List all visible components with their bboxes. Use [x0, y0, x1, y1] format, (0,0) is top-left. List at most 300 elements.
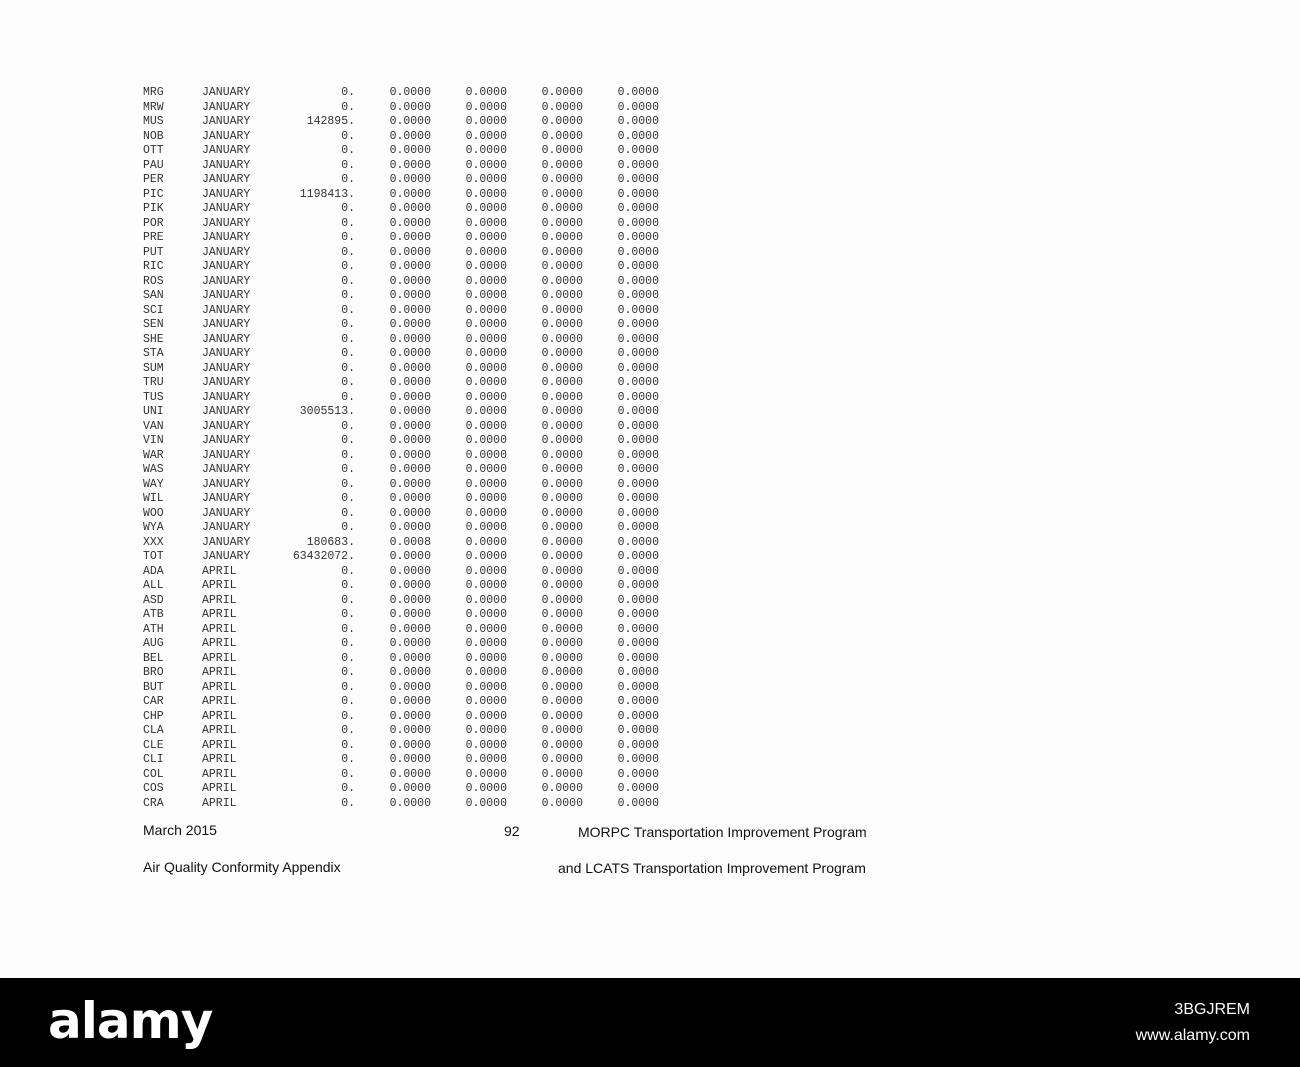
row-value-2: 0.0000: [465, 390, 507, 404]
row-value-1: 0.0000: [389, 463, 431, 476]
row-value-2: 0.0000: [465, 550, 507, 563]
brand-logo: alamy: [48, 992, 213, 1050]
row-value-1: 0.0000: [389, 434, 431, 447]
row-value-2: 0.0000: [465, 274, 507, 288]
row-count: 0.: [341, 477, 355, 491]
row-code: WYA: [143, 521, 164, 534]
row-value-3: 0.0000: [541, 579, 583, 592]
table-row: [143, 782, 659, 797]
row-month: JANUARY: [202, 477, 251, 491]
row-value-4: 0.0000: [617, 695, 659, 708]
row-value-4: 0.0000: [617, 376, 659, 389]
row-value-3: 0.0000: [541, 680, 583, 694]
row-value-3: 0.0000: [541, 477, 583, 491]
table-row: [143, 173, 659, 188]
row-value-1: 0.0000: [389, 724, 431, 737]
row-value-4: 0.0000: [617, 738, 659, 752]
row-code: SCI: [143, 303, 164, 317]
row-value-3: 0.0000: [541, 782, 583, 795]
row-value-1: 0.0000: [389, 245, 431, 259]
row-value-4: 0.0000: [617, 782, 659, 795]
row-code: CRA: [143, 796, 164, 810]
table-row: [143, 637, 659, 652]
row-count: 0.: [341, 448, 355, 462]
table-row: [143, 159, 659, 174]
row-month: JANUARY: [202, 144, 251, 157]
row-code: SHE: [143, 332, 164, 346]
row-value-1: 0.0000: [389, 492, 431, 505]
row-value-3: 0.0000: [541, 463, 583, 476]
table-row: [143, 260, 659, 275]
table-row: [143, 434, 659, 449]
table-row: [143, 420, 659, 435]
row-value-3: 0.0000: [541, 506, 583, 520]
row-month: APRIL: [202, 608, 237, 621]
table-row: [143, 449, 659, 464]
table-row: [143, 101, 659, 116]
row-value-4: 0.0000: [617, 477, 659, 491]
row-code: PUT: [143, 245, 164, 259]
row-code: TRU: [143, 376, 164, 389]
row-code: PRE: [143, 231, 164, 244]
row-value-3: 0.0000: [541, 622, 583, 636]
table-row: [143, 376, 659, 391]
row-value-4: 0.0000: [617, 100, 659, 114]
row-value-3: 0.0000: [541, 564, 583, 578]
row-value-1: 0.0000: [389, 390, 431, 404]
row-month: JANUARY: [202, 376, 251, 389]
row-code: WAS: [143, 463, 164, 476]
row-value-3: 0.0000: [541, 738, 583, 752]
row-code: TUS: [143, 390, 164, 404]
row-value-4: 0.0000: [617, 231, 659, 244]
table-row: [143, 521, 659, 536]
row-month: JANUARY: [202, 129, 251, 143]
row-value-1: 0.0000: [389, 100, 431, 114]
row-value-2: 0.0000: [465, 245, 507, 259]
row-code: BRO: [143, 666, 164, 679]
row-count: 0.: [341, 303, 355, 317]
row-count: 0.: [341, 86, 355, 99]
row-value-3: 0.0000: [541, 796, 583, 810]
footer-program-line1: MORPC Transportation Improvement Program: [578, 824, 867, 840]
row-code: UNI: [143, 405, 164, 418]
image-id: 3BGJREM: [1174, 1001, 1250, 1018]
table-row: [143, 478, 659, 493]
table-row: [143, 594, 659, 609]
row-count: 0.: [341, 216, 355, 230]
row-code: MRW: [143, 100, 164, 114]
row-value-2: 0.0000: [465, 231, 507, 244]
row-value-1: 0.0000: [389, 521, 431, 534]
table-row: [143, 115, 659, 130]
row-value-3: 0.0000: [541, 115, 583, 128]
row-value-4: 0.0000: [617, 115, 659, 128]
row-value-4: 0.0000: [617, 506, 659, 520]
row-month: APRIL: [202, 622, 237, 636]
row-value-4: 0.0000: [617, 129, 659, 143]
row-month: JANUARY: [202, 173, 251, 186]
row-count: 3005513.: [299, 405, 355, 418]
row-month: JANUARY: [202, 405, 251, 418]
row-count: 0.: [341, 695, 355, 708]
row-value-4: 0.0000: [617, 347, 659, 360]
row-code: SUM: [143, 361, 164, 375]
table-row: [143, 347, 659, 362]
row-code: XXX: [143, 535, 164, 549]
row-value-2: 0.0000: [465, 158, 507, 172]
row-value-2: 0.0000: [465, 680, 507, 694]
row-value-4: 0.0000: [617, 419, 659, 433]
row-value-2: 0.0000: [465, 419, 507, 433]
row-value-2: 0.0000: [465, 332, 507, 346]
table-row: [143, 507, 659, 522]
row-value-1: 0.0000: [389, 680, 431, 694]
row-value-3: 0.0000: [541, 492, 583, 505]
row-code: CHP: [143, 709, 164, 723]
row-count: 0.: [341, 564, 355, 578]
row-value-1: 0.0000: [389, 129, 431, 143]
row-code: ROS: [143, 274, 164, 288]
row-value-4: 0.0000: [617, 332, 659, 346]
row-month: APRIL: [202, 651, 237, 665]
row-value-3: 0.0000: [541, 724, 583, 737]
row-value-2: 0.0000: [465, 782, 507, 795]
row-value-3: 0.0000: [541, 434, 583, 447]
row-value-1: 0.0000: [389, 144, 431, 157]
row-count: 0.: [341, 144, 355, 157]
row-month: JANUARY: [202, 158, 251, 172]
row-month: JANUARY: [202, 434, 251, 447]
table-row: [143, 318, 659, 333]
row-code: VIN: [143, 434, 164, 447]
row-month: APRIL: [202, 767, 237, 781]
row-value-2: 0.0000: [465, 361, 507, 375]
row-value-3: 0.0000: [541, 216, 583, 230]
row-month: JANUARY: [202, 216, 251, 230]
row-value-1: 0.0000: [389, 274, 431, 288]
row-code: CLE: [143, 738, 164, 752]
row-month: APRIL: [202, 593, 237, 607]
row-value-1: 0.0000: [389, 303, 431, 317]
row-value-4: 0.0000: [617, 564, 659, 578]
row-count: 0.: [341, 492, 355, 505]
row-value-4: 0.0000: [617, 434, 659, 447]
row-value-4: 0.0000: [617, 86, 659, 99]
row-value-4: 0.0000: [617, 767, 659, 781]
row-count: 0.: [341, 680, 355, 694]
table-row: [143, 130, 659, 145]
row-value-3: 0.0000: [541, 303, 583, 317]
row-code: PIK: [143, 202, 164, 215]
row-count: 0.: [341, 637, 355, 650]
row-count: 0.: [341, 376, 355, 389]
row-count: 0.: [341, 724, 355, 737]
table-row: [143, 695, 659, 710]
row-value-3: 0.0000: [541, 318, 583, 331]
row-value-4: 0.0000: [617, 535, 659, 549]
row-value-3: 0.0000: [541, 521, 583, 534]
row-value-2: 0.0000: [465, 303, 507, 317]
row-count: 0.: [341, 651, 355, 665]
row-value-1: 0.0000: [389, 622, 431, 636]
row-value-2: 0.0000: [465, 709, 507, 723]
row-value-3: 0.0000: [541, 405, 583, 418]
row-value-4: 0.0000: [617, 709, 659, 723]
footer-page-number: 92: [504, 823, 520, 839]
row-count: 0.: [341, 796, 355, 810]
row-value-3: 0.0000: [541, 144, 583, 157]
row-value-1: 0.0000: [389, 579, 431, 592]
table-row: [143, 405, 659, 420]
row-value-3: 0.0000: [541, 550, 583, 563]
row-value-3: 0.0000: [541, 637, 583, 650]
row-value-1: 0.0000: [389, 651, 431, 665]
row-value-2: 0.0000: [465, 622, 507, 636]
row-code: CLA: [143, 724, 164, 737]
row-value-3: 0.0000: [541, 593, 583, 607]
row-month: JANUARY: [202, 463, 251, 476]
row-value-4: 0.0000: [617, 521, 659, 534]
row-value-4: 0.0000: [617, 303, 659, 317]
row-value-1: 0.0000: [389, 695, 431, 708]
row-count: 0.: [341, 231, 355, 244]
row-month: JANUARY: [202, 274, 251, 288]
row-code: ATH: [143, 622, 164, 636]
table-row: [143, 768, 659, 783]
table-row: [143, 304, 659, 319]
row-count: 0.: [341, 463, 355, 476]
row-code: ASD: [143, 593, 164, 607]
table-row: [143, 724, 659, 739]
table-row: [143, 246, 659, 261]
row-value-1: 0.0000: [389, 448, 431, 462]
row-value-3: 0.0000: [541, 753, 583, 766]
row-month: JANUARY: [202, 521, 251, 534]
row-value-1: 0.0000: [389, 767, 431, 781]
row-value-1: 0.0000: [389, 753, 431, 766]
row-value-2: 0.0000: [465, 405, 507, 418]
table-row: [143, 666, 659, 681]
row-code: PIC: [143, 187, 164, 201]
row-value-2: 0.0000: [465, 318, 507, 331]
row-month: JANUARY: [202, 550, 251, 563]
row-value-4: 0.0000: [617, 260, 659, 273]
table-row: [143, 362, 659, 377]
row-count: 0.: [341, 579, 355, 592]
row-value-2: 0.0000: [465, 144, 507, 157]
row-value-3: 0.0000: [541, 202, 583, 215]
row-value-1: 0.0000: [389, 550, 431, 563]
row-month: JANUARY: [202, 231, 251, 244]
row-count: 0.: [341, 506, 355, 520]
row-value-2: 0.0000: [465, 100, 507, 114]
row-value-1: 0.0000: [389, 564, 431, 578]
row-month: APRIL: [202, 666, 237, 679]
row-code: WAR: [143, 448, 164, 462]
row-value-3: 0.0000: [541, 376, 583, 389]
row-month: JANUARY: [202, 390, 251, 404]
row-value-2: 0.0000: [465, 376, 507, 389]
row-value-4: 0.0000: [617, 448, 659, 462]
row-value-2: 0.0000: [465, 434, 507, 447]
row-value-4: 0.0000: [617, 608, 659, 621]
row-value-1: 0.0000: [389, 477, 431, 491]
row-count: 0.: [341, 332, 355, 346]
row-month: APRIL: [202, 579, 237, 592]
row-value-3: 0.0000: [541, 260, 583, 273]
emissions-data-table: [143, 86, 659, 811]
table-row: [143, 188, 659, 203]
row-value-1: 0.0000: [389, 347, 431, 360]
row-value-3: 0.0000: [541, 608, 583, 621]
row-code: RIC: [143, 260, 164, 273]
row-value-3: 0.0000: [541, 173, 583, 186]
row-value-1: 0.0000: [389, 318, 431, 331]
row-value-2: 0.0000: [465, 463, 507, 476]
row-month: APRIL: [202, 695, 237, 708]
row-value-1: 0.0000: [389, 158, 431, 172]
table-row: [143, 202, 659, 217]
row-count: 0.: [341, 347, 355, 360]
row-value-2: 0.0000: [465, 202, 507, 215]
row-value-4: 0.0000: [617, 361, 659, 375]
row-value-2: 0.0000: [465, 216, 507, 230]
row-value-4: 0.0000: [617, 724, 659, 737]
row-value-2: 0.0000: [465, 506, 507, 520]
row-value-2: 0.0000: [465, 753, 507, 766]
row-code: VAN: [143, 419, 164, 433]
row-value-4: 0.0000: [617, 390, 659, 404]
row-code: AUG: [143, 637, 164, 650]
row-month: JANUARY: [202, 289, 251, 302]
row-count: 0.: [341, 738, 355, 752]
table-row: [143, 463, 659, 478]
row-value-2: 0.0000: [465, 796, 507, 810]
row-month: JANUARY: [202, 347, 251, 360]
row-value-2: 0.0000: [465, 579, 507, 592]
row-value-1: 0.0000: [389, 115, 431, 128]
table-row: [143, 289, 659, 304]
row-count: 0.: [341, 782, 355, 795]
row-code: ADA: [143, 564, 164, 578]
row-value-2: 0.0000: [465, 521, 507, 534]
row-code: SEN: [143, 318, 164, 331]
row-value-4: 0.0000: [617, 173, 659, 186]
row-count: 0.: [341, 361, 355, 375]
row-month: JANUARY: [202, 332, 251, 346]
row-value-1: 0.0008: [389, 535, 431, 549]
row-value-1: 0.0000: [389, 376, 431, 389]
row-value-2: 0.0000: [465, 724, 507, 737]
row-value-4: 0.0000: [617, 463, 659, 476]
row-count: 0.: [341, 158, 355, 172]
row-count: 0.: [341, 274, 355, 288]
row-code: WAY: [143, 477, 164, 491]
row-value-2: 0.0000: [465, 666, 507, 679]
row-count: 1198413.: [299, 187, 355, 201]
row-value-1: 0.0000: [389, 231, 431, 244]
site-url: www.alamy.com: [1135, 1027, 1250, 1044]
row-month: JANUARY: [202, 361, 251, 375]
row-month: JANUARY: [202, 187, 251, 201]
row-value-3: 0.0000: [541, 448, 583, 462]
row-count: 0.: [341, 608, 355, 621]
row-code: PAU: [143, 158, 164, 172]
row-month: JANUARY: [202, 100, 251, 114]
row-value-1: 0.0000: [389, 666, 431, 679]
row-value-3: 0.0000: [541, 361, 583, 375]
row-code: POR: [143, 216, 164, 230]
table-row: [143, 217, 659, 232]
row-count: 142895.: [306, 115, 355, 128]
row-code: PER: [143, 173, 164, 186]
row-month: JANUARY: [202, 492, 251, 505]
row-month: JANUARY: [202, 448, 251, 462]
row-value-1: 0.0000: [389, 173, 431, 186]
table-row: [143, 652, 659, 667]
row-count: 0.: [341, 434, 355, 447]
table-row: [143, 753, 659, 768]
row-value-3: 0.0000: [541, 666, 583, 679]
row-value-1: 0.0000: [389, 202, 431, 215]
table-row: [143, 391, 659, 406]
row-count: 0.: [341, 202, 355, 215]
row-count: 0.: [341, 593, 355, 607]
row-value-1: 0.0000: [389, 506, 431, 520]
row-value-3: 0.0000: [541, 129, 583, 143]
table-row: [143, 231, 659, 246]
row-value-3: 0.0000: [541, 289, 583, 302]
row-value-3: 0.0000: [541, 158, 583, 172]
row-month: JANUARY: [202, 419, 251, 433]
row-code: COL: [143, 767, 164, 781]
row-count: 0.: [341, 390, 355, 404]
row-count: 0.: [341, 100, 355, 114]
row-value-1: 0.0000: [389, 608, 431, 621]
row-value-2: 0.0000: [465, 129, 507, 143]
row-value-1: 0.0000: [389, 86, 431, 99]
table-row: [143, 492, 659, 507]
row-month: JANUARY: [202, 506, 251, 520]
row-value-1: 0.0000: [389, 637, 431, 650]
row-value-3: 0.0000: [541, 419, 583, 433]
row-value-2: 0.0000: [465, 260, 507, 273]
row-value-1: 0.0000: [389, 216, 431, 230]
table-row: [143, 550, 659, 565]
row-value-3: 0.0000: [541, 86, 583, 99]
table-row: [143, 797, 659, 812]
row-value-2: 0.0000: [465, 187, 507, 201]
row-value-2: 0.0000: [465, 173, 507, 186]
footer-appendix: Air Quality Conformity Appendix: [143, 859, 341, 875]
row-value-1: 0.0000: [389, 782, 431, 795]
row-value-4: 0.0000: [617, 274, 659, 288]
row-code: MUS: [143, 115, 164, 128]
row-value-2: 0.0000: [465, 738, 507, 752]
row-count: 0.: [341, 521, 355, 534]
row-value-1: 0.0000: [389, 361, 431, 375]
row-value-2: 0.0000: [465, 651, 507, 665]
row-code: ATB: [143, 608, 164, 621]
row-month: APRIL: [202, 724, 237, 737]
table-row: [143, 710, 659, 725]
row-code: COS: [143, 782, 164, 795]
row-count: 0.: [341, 666, 355, 679]
row-value-3: 0.0000: [541, 231, 583, 244]
row-value-2: 0.0000: [465, 767, 507, 781]
row-value-3: 0.0000: [541, 347, 583, 360]
